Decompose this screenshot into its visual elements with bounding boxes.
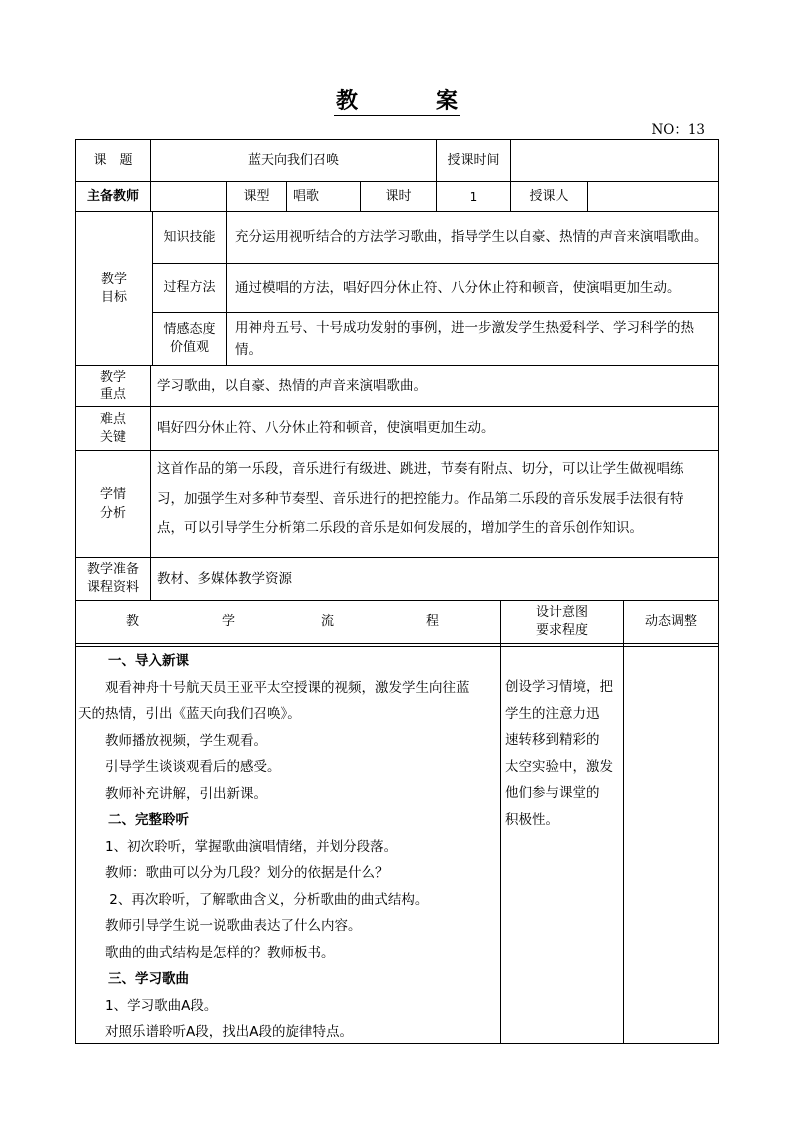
design-line: 创设学习情境，把 [505,679,613,695]
hours-value: 1 [469,189,478,204]
teacher-label: 主备教师 [86,188,139,204]
document-number: NO：13 [651,122,705,138]
flow-section-heading: 二、完整聆听 [108,812,189,828]
flow-line: 对照乐谱聆听A段，找出A段的旋律特点。 [78,1024,353,1040]
resources-label-line-2: 课程资料 [86,580,139,595]
adjust-column[interactable] [624,647,718,1043]
emotion-label-line-1: 情感态度 [163,322,216,337]
time-value[interactable] [511,140,718,181]
emotion-label-line-2: 价值观 [169,340,209,355]
design-line: 太空实验中，激发 [505,758,613,775]
flow-line: 歌曲的曲式结构是怎样的？教师板书。 [78,944,335,961]
design-line: 速转移到精彩的 [505,732,600,748]
flow-line: 观看神舟十号航天员王亚平太空授课的视频，激发学生向往蓝 [78,679,470,696]
document-title [0,84,794,116]
lecturer-label: 授课人 [529,188,569,204]
title-char-2: 案 [436,88,459,114]
flow-column [78,648,498,1042]
rule [75,450,719,451]
flow-line: 教师引导学生说一说歌曲表达了什么内容。 [78,918,362,934]
analysis-line: 习，加强学生对多种节奏型、音乐进行的把控能力。作品第二乐段的音乐发展手法很有特 [157,490,684,507]
time-label: 授课时间 [447,152,500,168]
course-value: 蓝天向我们召唤 [247,152,339,168]
focus-label [76,366,150,406]
emotion-label [153,313,226,365]
flow-line: 天的热情，引出《蓝天向我们召唤》。 [78,706,301,722]
course-label: 课 题 [93,152,133,168]
goals-label [76,212,152,365]
analysis-label-line-1: 学情 [99,487,126,502]
analysis-line: 点，可以引导学生分析第二乐段的音乐是如何发展的，增加学生的音乐创作知识。 [157,520,643,536]
flow-line: 教师补充讲解，引出新课。 [78,785,267,802]
difficulty-label-line-1: 难点 [99,411,126,427]
process-text: 通过模唱的方法，唱好四分休止符、八分休止符和顿音，使演唱更加生动。 [235,279,681,296]
process-heading-char: 学 [222,614,236,629]
analysis-label [76,451,150,557]
type-label: 课型 [243,188,270,204]
type-value: 唱歌 [293,188,320,204]
emotion-text [227,313,718,365]
difficulty-label [76,407,150,450]
focus-label-line-2: 重点 [99,387,126,402]
emotion-text-line-1: 用神舟五号、十号成功发射的事例，进一步激发学生热爱科学、学习科学的热 [235,320,694,336]
flow-section-heading: 三、学习歌曲 [108,971,189,987]
process-heading [76,601,500,643]
hours-label: 课时 [385,188,412,204]
adjust-heading: 动态调整 [644,614,697,629]
lecturer-value[interactable] [588,182,718,211]
teacher-value[interactable] [151,182,226,211]
design-line: 学生的注意力迅 [505,705,600,722]
knowledge-text: 充分运用视听结合的方法学习歌曲，指导学生以自豪、热情的声音来演唱歌曲。 [235,229,708,246]
design-heading-line-1: 设计意图 [535,605,588,620]
title-char-1: 教 [335,88,358,114]
goals-label-line-1: 教学 [100,271,127,287]
design-line: 积极性。 [505,811,559,828]
flow-line: 2、再次聆听，了解歌曲含义，分析歌曲的曲式结构。 [78,891,429,908]
flow-line: 教师播放视频，学生观看。 [78,732,267,749]
process-heading-char: 教 [126,614,140,629]
flow-line: 教师：歌曲可以分为几段？划分的依据是什么？ [78,865,389,881]
difficulty-label-line-2: 关键 [99,429,126,445]
resources-text: 教材、多媒体教学资源 [157,570,292,587]
emotion-text-line-2: 情。 [235,342,262,358]
analysis-label-line-2: 分析 [99,506,126,521]
process-label: 过程方法 [163,280,216,295]
process-heading-char: 程 [426,614,440,629]
flow-line: 1、学习歌曲A段。 [78,997,218,1014]
design-heading-line-2: 要求程度 [535,623,588,638]
focus-label-line-1: 教学 [99,370,126,385]
analysis-line: 这首作品的第一乐段，音乐进行有级进、跳进，节奏有附点、切分，可以让学生做视唱练 [157,461,684,477]
focus-text: 学习歌曲，以自豪、热情的声音来演唱歌曲。 [157,377,427,394]
difficulty-text: 唱好四分休止符、八分休止符和顿音，使演唱更加生动。 [157,420,495,437]
design-line: 他们参与课堂的 [505,785,600,801]
rule-right [718,139,719,1043]
design-column [505,674,622,844]
design-heading [501,601,623,643]
resources-label-line-1: 教学准备 [86,562,139,577]
flow-line: 1、初次聆听，掌握歌曲演唱情绪，并划分段落。 [78,838,398,855]
analysis-text [151,455,718,555]
rule [500,600,501,1043]
process-heading-char: 流 [321,614,335,629]
knowledge-label: 知识技能 [163,229,216,245]
flow-section-heading: 一、导入新课 [108,653,189,669]
flow-line: 引导学生谈谈观看后的感受。 [78,759,281,775]
goals-label-line-2: 目标 [100,289,127,305]
resources-label [76,558,150,600]
